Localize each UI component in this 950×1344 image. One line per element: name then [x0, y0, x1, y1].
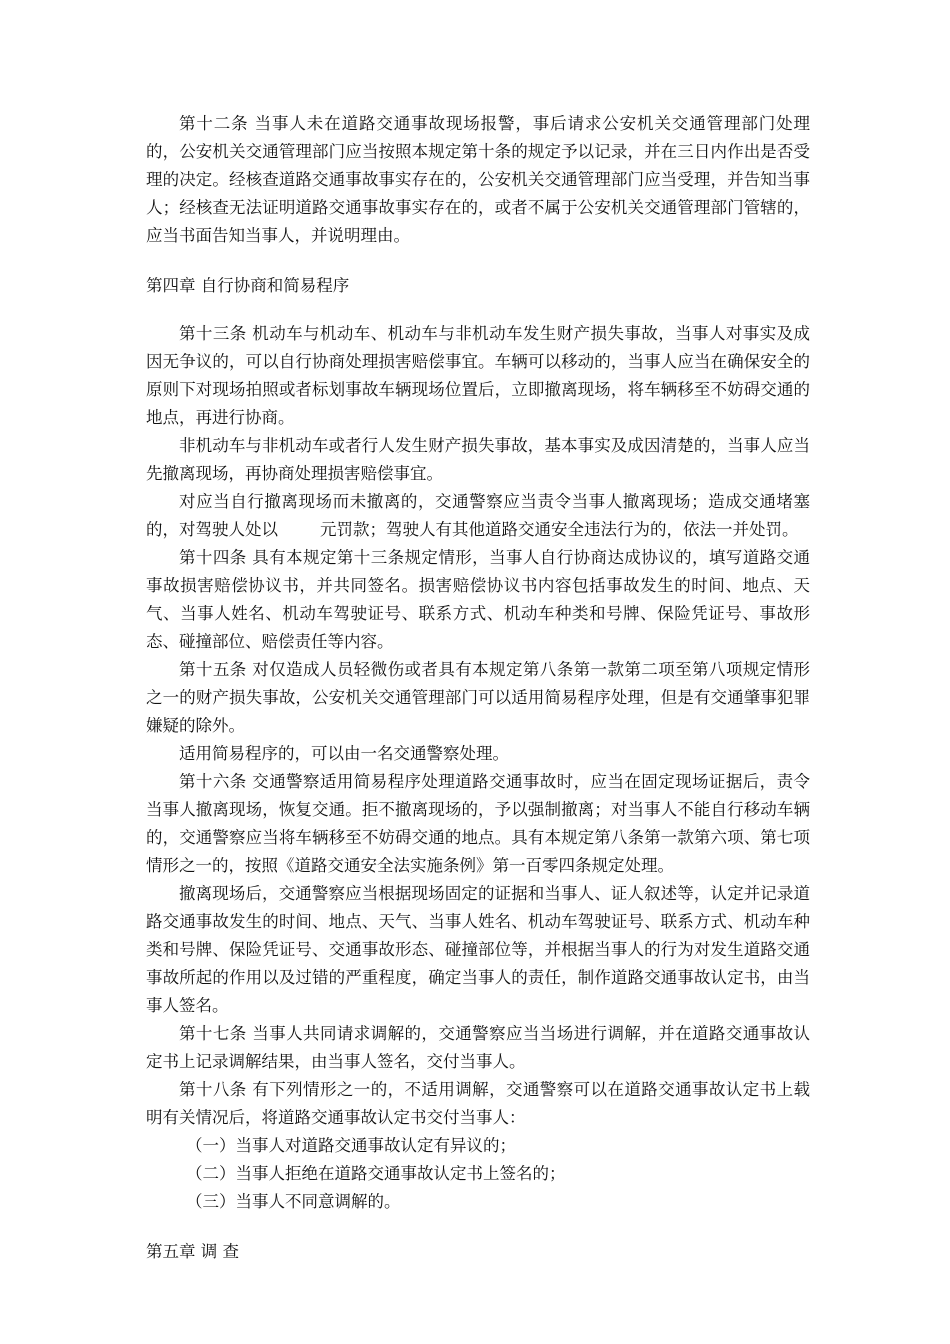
list-item-3: （三）当事人不同意调解的。: [186, 1192, 401, 1211]
article-17: 第十七条 当事人共同请求调解的，交通警察应当当场进行调解，并在道路交通事故认定书上记录调解结果，由当事人签名，交付当事人。: [146, 1024, 810, 1071]
article-16: 第十六条 交通警察适用简易程序处理道路交通事故时，应当在固定现场证据后，责令当事人撤离现场，恢复交通。拒不撤离现场的，予以强制撤离；对当事人不能自行移动车辆的，交通警察应当将车辆移至不妨碍交通的地点。具有本规定第八条第一款第六项、第七项情形之一的，按照《道路交通安全法实施条例》第一百零四条规定处理。: [146, 772, 810, 875]
article-13-para-3-part-b: 元罚款；驾驶人有其他道路交通安全违法行为的，依法一并处罚。: [320, 520, 799, 539]
document-page: [146, 110, 810, 1286]
article-15-para-2: 适用简易程序的，可以由一名交通警察处理。: [179, 744, 509, 763]
article-13-para-2: 非机动车与非机动车或者行人发生财产损失事故，基本事实及成因清楚的，当事人应当先撤离现场，再协商处理损害赔偿事宜。: [146, 436, 810, 483]
list-item-1: （一）当事人对道路交通事故认定有异议的；: [186, 1136, 516, 1155]
chapter-4-heading: 第四章 自行协商和简易程序: [146, 276, 350, 295]
article-16-para-2: 撤离现场后，交通警察应当根据现场固定的证据和当事人、证人叙述等，认定并记录道路交通事故发生的时间、地点、天气、当事人姓名、机动车驾驶证号、联系方式、机动车种类和号牌、保险凭证号、交通事故形态、碰撞部位等，并根据当事人的行为对发生道路交通事故所起的作用以及过错的严重程度，确定当事人的责任，制作道路交通事故认定书，由当事人签名。: [146, 884, 810, 1015]
list-item-2: （二）当事人拒绝在道路交通事故认定书上签名的；: [186, 1164, 566, 1183]
article-13-para-3: [146, 488, 810, 544]
article-14: 第十四条 具有本规定第十三条规定情形，当事人自行协商达成协议的，填写道路交通事故损害赔偿协议书，并共同签名。损害赔偿协议书内容包括事故发生的时间、地点、天气、当事人姓名、机动车驾驶证号、联系方式、机动车种类和号牌、保险凭证号、事故形态、碰撞部位、赔偿责任等内容。: [146, 548, 810, 651]
article-15: 第十五条 对仅造成人员轻微伤或者具有本规定第八条第一款第二项至第八项规定情形之一的财产损失事故，公安机关交通管理部门可以适用简易程序处理，但是有交通肇事犯罪嫌疑的除外。: [146, 660, 810, 735]
article-13-para-3-part-a: 对应当自行撤离现场而未撤离的，交通警察应当责令当事人撤离现场；造成交通堵塞的，对驾驶人处以: [146, 492, 810, 539]
article-12: 第十二条 当事人未在道路交通事故现场报警，事后请求公安机关交通管理部门处理的，公安机关交通管理部门应当按照本规定第十条的规定予以记录，并在三日内作出是否受理的决定。经核查道路交通事故事实存在的，公安机关交通管理部门应当受理，并告知当事人；经核查无法证明道路交通事故事实存在的，或者不属于公安机关交通管理部门管辖的，应当书面告知当事人，并说明理由。: [146, 114, 810, 245]
article-18: 第十八条 有下列情形之一的，不适用调解，交通警察可以在道路交通事故认定书上载明有关情况后，将道路交通事故认定书交付当事人：: [146, 1080, 810, 1127]
article-13: 第十三条 机动车与机动车、机动车与非机动车发生财产损失事故，当事人对事实及成因无争议的，可以自行协商处理损害赔偿事宜。车辆可以移动的，当事人应当在确保安全的原则下对现场拍照或者标划事故车辆现场位置后，立即撤离现场，将车辆移至不妨碍交通的地点，再进行协商。: [146, 324, 810, 427]
chapter-5-heading: 第五章 调 查: [146, 1242, 239, 1261]
